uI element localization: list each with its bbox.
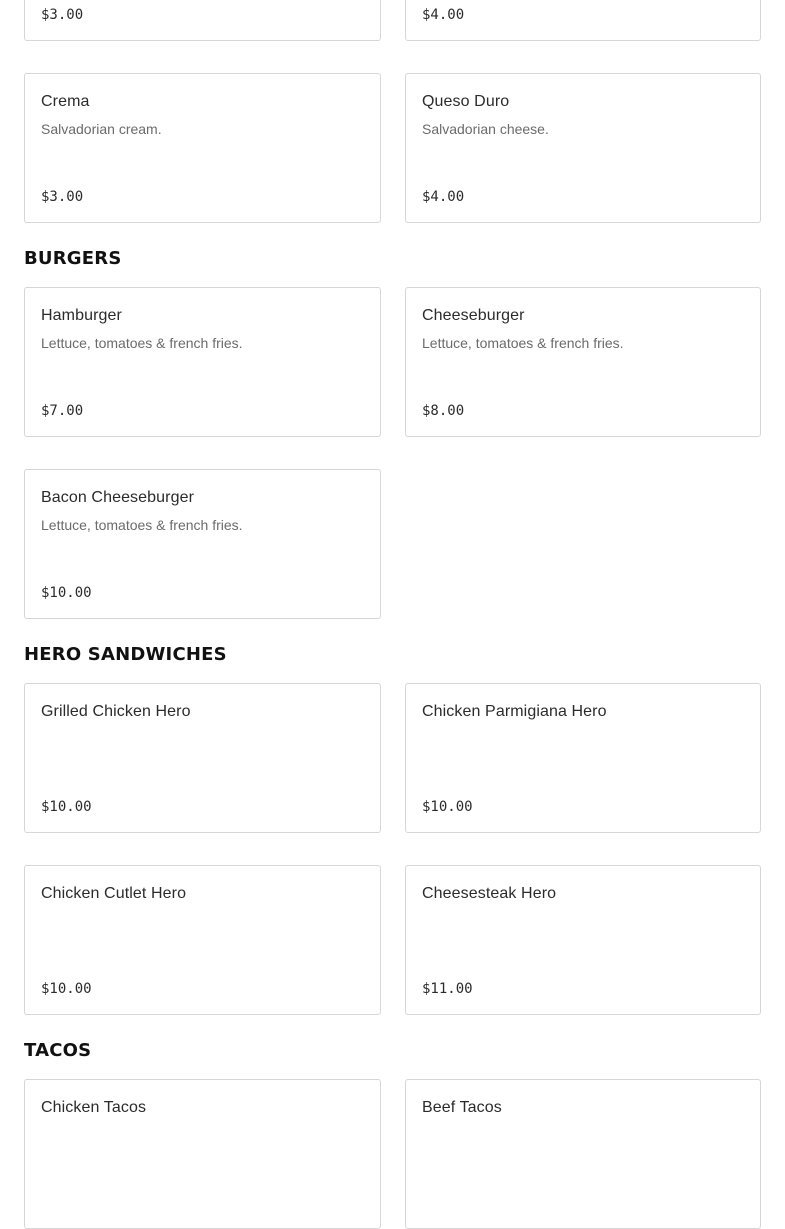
item-name: Chicken Cutlet Hero	[41, 885, 187, 902]
item-name: Cheesesteak Hero	[422, 885, 557, 902]
menu-item-card-crema[interactable]	[24, 73, 381, 223]
item-name: Crema	[41, 93, 90, 110]
menu-item-card-chicken-tacos[interactable]	[24, 1079, 381, 1229]
item-name: Grilled Chicken Hero	[41, 703, 191, 720]
menu-item-card[interactable]	[24, 0, 381, 41]
item-description: Salvadorian cream.	[41, 121, 162, 137]
item-name: Cheeseburger	[422, 307, 525, 324]
item-name: Hamburger	[41, 307, 122, 324]
item-name: Bacon Cheeseburger	[41, 489, 195, 506]
item-price: $10.00	[41, 585, 92, 601]
item-description: Lettuce, tomatoes & french fries.	[41, 335, 243, 351]
item-price: $4.00	[422, 7, 465, 23]
menu-item-card-cheeseburger[interactable]	[405, 287, 761, 437]
item-description: Lettuce, tomatoes & french fries.	[41, 517, 243, 533]
item-price: $10.00	[422, 799, 473, 815]
item-price: $7.00	[41, 403, 84, 419]
item-price: $10.00	[41, 799, 92, 815]
item-name: Chicken Parmigiana Hero	[422, 703, 607, 720]
section-title-hero-sandwiches: HERO SANDWICHES	[24, 644, 227, 665]
item-name: Queso Duro	[422, 93, 510, 110]
menu-item-card-hamburger[interactable]	[24, 287, 381, 437]
item-price: $10.00	[41, 981, 92, 997]
item-price: $11.00	[422, 981, 473, 997]
item-name: Beef Tacos	[422, 1099, 502, 1116]
menu-item-card-chicken-cutlet-hero[interactable]	[24, 865, 381, 1015]
menu-item-card-bacon-cheeseburger[interactable]	[24, 469, 381, 619]
section-title-burgers: BURGERS	[24, 248, 122, 269]
item-price: $3.00	[41, 189, 84, 205]
menu-item-card-cheesesteak-hero[interactable]	[405, 865, 761, 1015]
item-price: $3.00	[41, 7, 84, 23]
menu-item-card-beef-tacos[interactable]	[405, 1079, 761, 1229]
section-title-tacos: TACOS	[24, 1040, 92, 1061]
menu-item-card-chicken-parmigiana-hero[interactable]	[405, 683, 761, 833]
item-price: $4.00	[422, 189, 465, 205]
item-name: Chicken Tacos	[41, 1099, 147, 1116]
menu-item-card-grilled-chicken-hero[interactable]	[24, 683, 381, 833]
menu-item-card[interactable]	[405, 0, 761, 41]
item-description: Lettuce, tomatoes & french fries.	[422, 335, 624, 351]
item-description: Salvadorian cheese.	[422, 121, 549, 137]
menu-item-card-queso-duro[interactable]	[405, 73, 761, 223]
item-price: $8.00	[422, 403, 465, 419]
